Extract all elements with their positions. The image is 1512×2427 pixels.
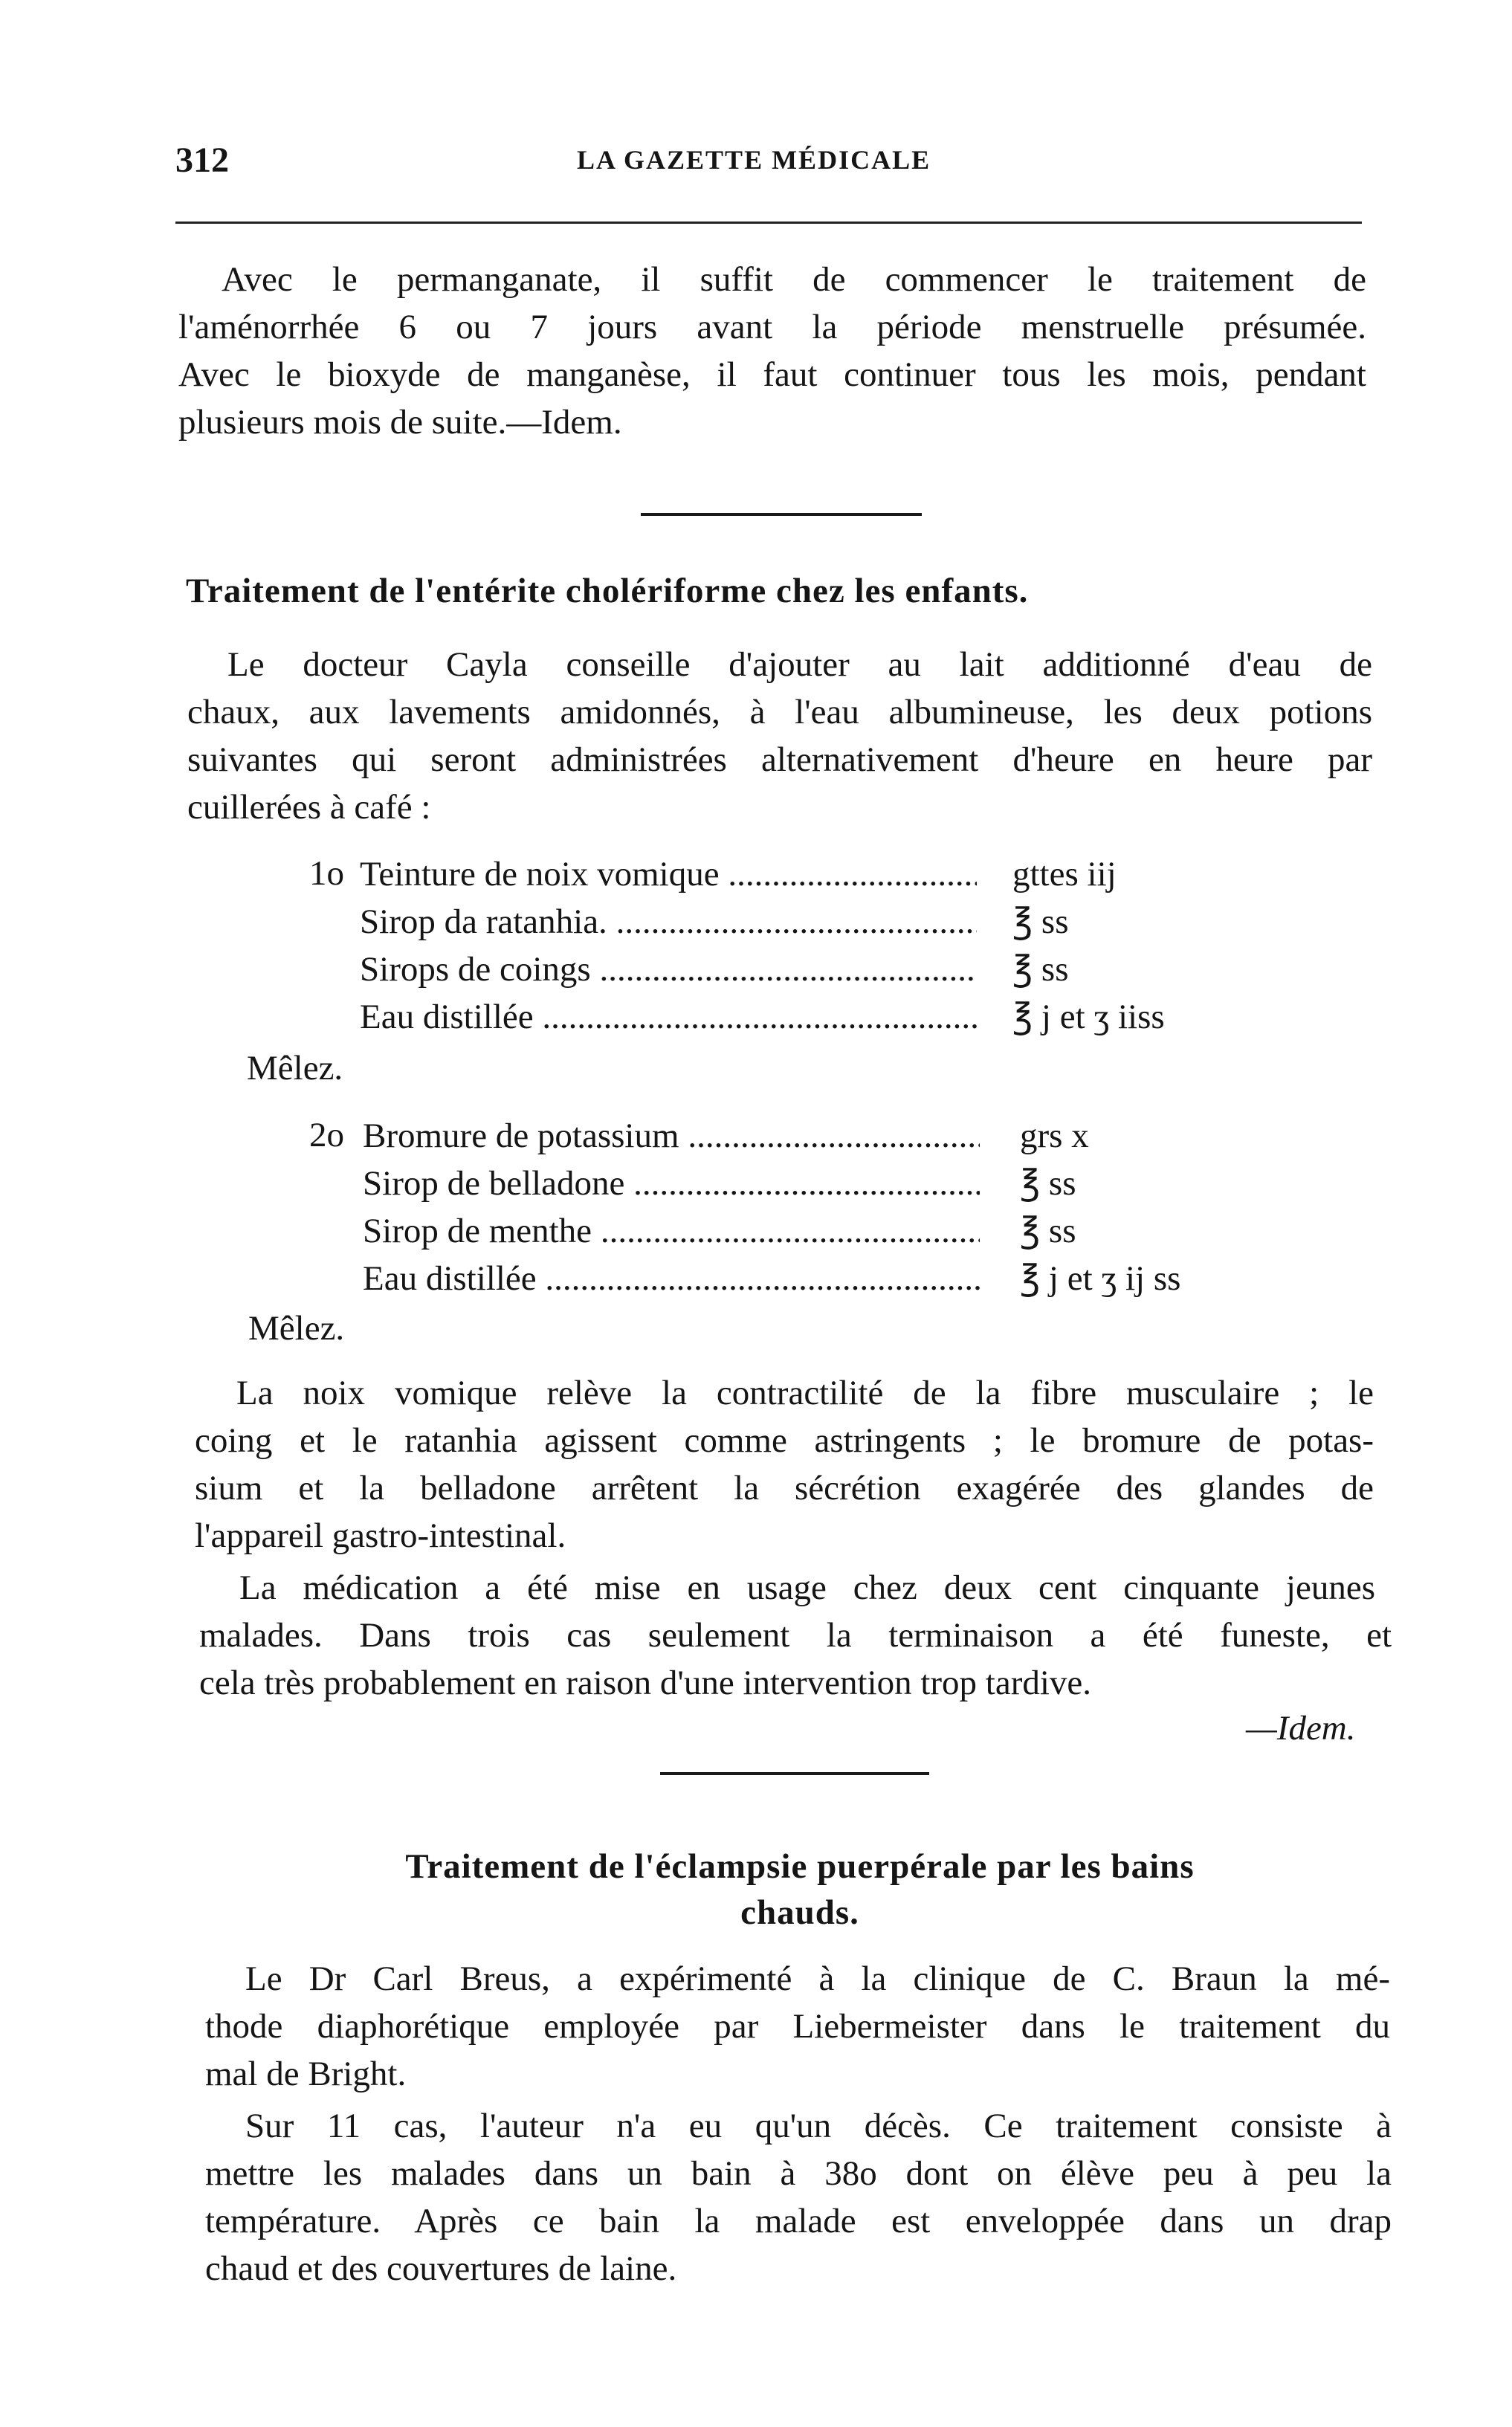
recipe-2-item-3-name: Sirop de menthe ..... [363, 1207, 980, 1255]
section1-intro-line-1: Le docteur Cayla conseille d'ajouter au lait additionné d'eau de [227, 645, 1372, 684]
section-title-eclampsie-line-2: chauds. [740, 1893, 859, 1932]
section1-para2-line-1: La noix vomique relève la contractilité de la fibre musculaire ; le [236, 1374, 1374, 1412]
running-title: LA GAZETTE MÉDICALE [577, 145, 931, 175]
recipe-1-number: 1o [309, 854, 344, 893]
section1-intro-line-4: cuillerées à café : [187, 788, 431, 827]
header-rule [175, 222, 1362, 224]
intro-line-1: Avec le permanganate, il suffit de commencer le traitement de [222, 260, 1366, 299]
section1-intro-line-2: chaux, aux lavements amidonnés, à l'eau albumineuse, les deux potions [187, 693, 1372, 731]
section2-para2-line-3: température. Après ce bain la malade est enveloppée dans un drap [205, 2202, 1392, 2240]
recipe-1-item-3-dose: ℥ ss [1012, 950, 1069, 989]
section1-para3-line-1: La médication a été mise en usage chez deux cent cinquante jeunes [239, 1568, 1375, 1607]
section2-para2-line-2: mettre les malades dans un bain à 38o dont on élève peu à peu la [205, 2154, 1392, 2193]
recipe-2-item-4-name: Eau distillée ..... [363, 1255, 980, 1302]
recipe-1-item-4-dose: ℥ j et ʒ iiss [1012, 998, 1165, 1036]
section1-para2-line-3: sium et la belladone arrêtent la sécrétion exagérée des glandes de [195, 1469, 1374, 1507]
section1-intro-line-3: suivantes qui seront administrées alternativement d'heure en heure par [187, 740, 1372, 779]
recipe-1-item-3-name: Sirops de coings ..... [360, 946, 977, 993]
recipe-2-item-2-name: Sirop de belladone ..... [363, 1160, 980, 1207]
recipe-2-item-4-dose: ℥ j et ʒ ij ss [1020, 1259, 1181, 1298]
separator-rule [641, 513, 922, 516]
recipe-1-item-4-name: Eau distillée ..... [360, 993, 977, 1041]
section1-signature: —Idem. [1246, 1709, 1356, 1748]
recipe-1-item-2-name: Sirop da ratanhia. ..... [360, 898, 977, 946]
intro-line-2: l'aménorrhée 6 ou 7 jours avant la période menstruelle présumée. [178, 308, 1366, 346]
page-number: 312 [175, 140, 229, 180]
recipe-1-item-1-dose: gttes iij [1012, 855, 1117, 893]
recipe-2-item-2-dose: ℥ ss [1020, 1164, 1076, 1203]
recipe-1-item-1-name: Teinture de noix vomique ..... [360, 850, 977, 898]
recipe-1-item-2-dose: ℥ ss [1012, 902, 1069, 941]
section-title-eclampsie-line-1: Traitement de l'éclampsie puerpérale par les bains [405, 1847, 1195, 1886]
intro-line-3: Avec le bioxyde de manganèse, il faut continuer tous les mois, pendant [178, 355, 1366, 394]
section2-para1-line-3: mal de Bright. [205, 2055, 407, 2093]
recipe-2-item-1-dose: grs x [1020, 1116, 1089, 1155]
recipe-2-item-3-dose: ℥ ss [1020, 1212, 1076, 1250]
section1-para2-line-4: l'appareil gastro-intestinal. [195, 1516, 566, 1555]
recipe-1-mix-label: Mêlez. [247, 1049, 343, 1088]
section1-para3-line-3: cela très probablement en raison d'une intervention trop tardive. [199, 1664, 1092, 1702]
recipe-2-number: 2o [309, 1116, 344, 1154]
section1-para3-line-2: malades. Dans trois cas seulement la terminaison a été funeste, et [199, 1616, 1392, 1655]
separator-rule-2 [660, 1772, 929, 1775]
section-title-enterite: Traitement de l'entérite cholériforme chez les enfants. [186, 572, 1029, 610]
section2-para2-line-1: Sur 11 cas, l'auteur n'a eu qu'un décès. Ce traitement consiste à [245, 2107, 1392, 2145]
page-header [175, 140, 1365, 184]
section2-para2-line-4: chaud et des couvertures de laine. [205, 2249, 677, 2288]
section1-para2-line-2: coing et le ratanhia agissent comme astringents ; le bromure de potas- [195, 1421, 1374, 1460]
intro-line-4: plusieurs mois de suite.—Idem. [178, 403, 622, 442]
recipe-2-item-1-name: Bromure de potassium ..... [363, 1112, 980, 1160]
section2-para1-line-2: thode diaphorétique employée par Liebermeister dans le traitement du [205, 2007, 1390, 2046]
recipe-2-mix-label: Mêlez. [248, 1309, 345, 1348]
section2-para1-line-1: Le Dr Carl Breus, a expérimenté à la clinique de C. Braun la mé- [245, 1959, 1390, 1998]
